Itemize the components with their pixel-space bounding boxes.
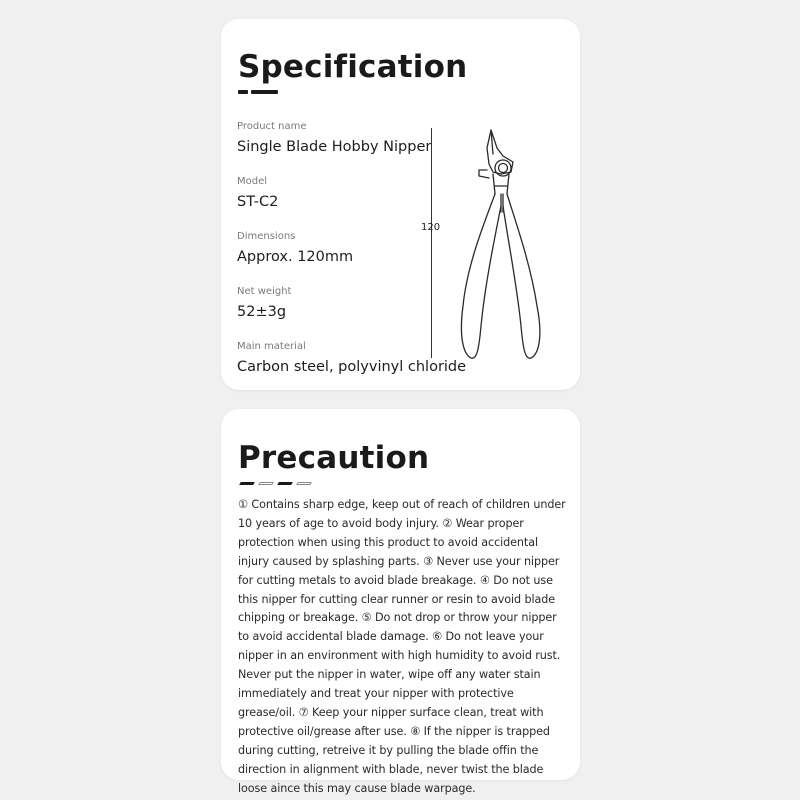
- precaution-title-underline: [238, 482, 310, 486]
- precaution-title: Precaution: [238, 440, 430, 476]
- spec-net-weight: [237, 286, 291, 321]
- precaution-card: [221, 409, 580, 795]
- specification-card: [221, 19, 580, 390]
- spec-model: [237, 176, 278, 211]
- dimension-line: [431, 128, 432, 358]
- specification-title: Specification: [238, 49, 468, 85]
- dimension-label: 120: [421, 222, 441, 233]
- spec-product-name: [237, 121, 431, 156]
- spec-label: Net weight: [237, 286, 292, 297]
- nipper-illustration-icon: [453, 126, 553, 366]
- spec-value: 52±3g: [237, 304, 287, 320]
- spec-value: Carbon steel, polyvinyl chloride: [237, 359, 467, 375]
- spec-value: ST-C2: [237, 194, 279, 210]
- spec-label: Model: [237, 176, 268, 187]
- spec-label: Main material: [237, 341, 306, 352]
- spec-label: Dimensions: [237, 231, 296, 242]
- spec-value: Single Blade Hobby Nipper: [237, 139, 432, 155]
- spec-value: Approx. 120mm: [237, 249, 354, 265]
- spec-label: Product name: [237, 121, 307, 132]
- specification-title-underline: [238, 90, 278, 94]
- precaution-text: ① Contains sharp edge, keep out of reach of children under 10 years of age to avoid body injury. ② Wear proper protection when using this product to avoid accidental injury caused by splashing parts. ③ Never use your nipper for cutting metals to avoid blade breakage. ④ Do not use this nipper for cutting clear runner or resin to avoid blade chipping or breakage. ⑤ Do not drop or throw your nipper to avoid accidental blade damage. ⑥ Do not leave your nipper in an environment with high humidity to avoid rust. Never put the nipper in water, wipe off any water stain immediately and treat your nipper with protective grease/oil. ⑦ Keep your nipper surface clean, treat with protective oil/grease after use. ⑧ If the nipper is trapped during cutting, retreive it by pulling the blade offin the direction in alignment with blade, never twist the blade loose aince this may cause blade warpage.: [238, 498, 566, 795]
- spec-dimensions: [237, 231, 353, 266]
